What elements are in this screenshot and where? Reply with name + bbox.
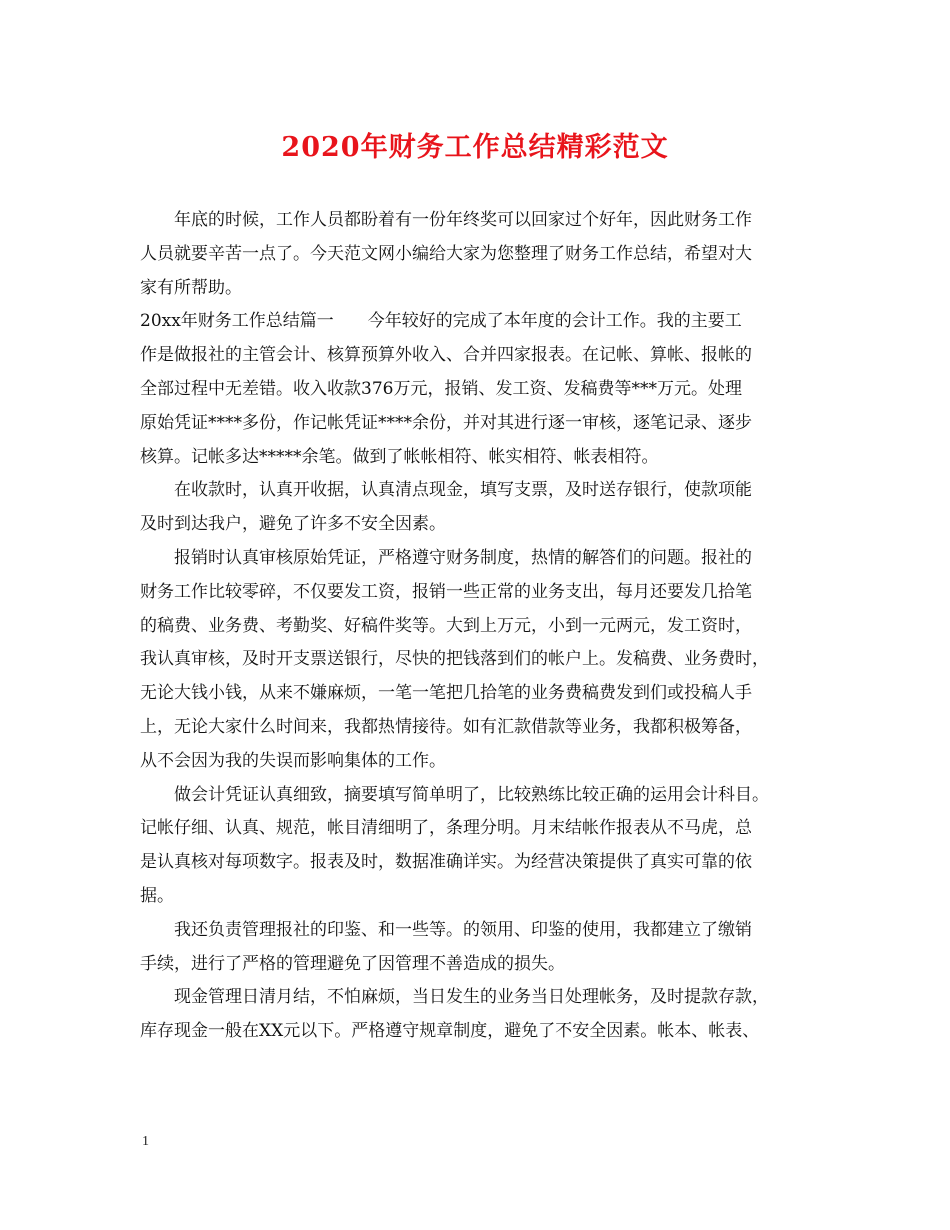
text-line: 及时到达我户，避免了许多不安全因素。 bbox=[140, 514, 446, 535]
text-line: 手续，进行了严格的管理避免了因管理不善造成的损失。 bbox=[140, 953, 565, 974]
text-line: 据。 bbox=[140, 885, 174, 906]
text-line: 库存现金一般在XX元以下。严格遵守规章制度，避免了不安全因素。帐本、帐表、 bbox=[140, 1021, 760, 1042]
text-line: 记帐仔细、认真、规范，帐目清细明了，条理分明。月末结帐作报表从不马虎，总 bbox=[140, 818, 752, 839]
text-line: 我还负责管理报社的印鉴、和一些等。的领用、印鉴的使用，我都建立了缴销 bbox=[140, 919, 752, 940]
text-line: 的稿费、业务费、考勤奖、好稿件奖等。大到上万元，小到一元两元，发工资时， bbox=[140, 615, 752, 636]
text-line: 从不会因为我的失误而影响集体的工作。 bbox=[140, 750, 446, 771]
text-line: 我认真审核，及时开支票送银行，尽快的把钱落到们的帐户上。发稿费、业务费时， bbox=[140, 649, 769, 670]
text-line: 年底的时候，工作人员都盼着有一份年终奖可以回家过个好年，因此财务工作 bbox=[140, 210, 752, 230]
text-line: 报销时认真审核原始凭证，严格遵守财务制度，热情的解答们的问题。报社的 bbox=[140, 547, 752, 568]
text-line: 上，无论大家什么时间来，我都热情接待。如有汇款借款等业务，我都积极筹备， bbox=[140, 716, 752, 737]
document-title: 2020年财务工作总结精彩范文 bbox=[281, 132, 669, 163]
document-body bbox=[140, 204, 820, 1049]
text-line: 做会计凭证认真细致，摘要填写简单明了，比较熟练比较正确的运用会计科目。 bbox=[140, 784, 769, 805]
text-line: 无论大钱小钱，从来不嫌麻烦，一笔一笔把几拾笔的业务费稿费发到们或投稿人手 bbox=[140, 683, 752, 704]
text-line: 20xx年财务工作总结篇一 今年较好的完成了本年度的会计工作。我的主要工 bbox=[140, 311, 742, 332]
text-line: 现金管理日清月结，不怕麻烦，当日发生的业务当日处理帐务，及时提款存款， bbox=[140, 987, 769, 1008]
text-line: 是认真核对每项数字。报表及时，数据准确详实。为经营决策提供了真实可靠的依 bbox=[140, 852, 752, 873]
text-line: 全部过程中无差错。收入收款376万元，报销、发工资、发稿费等***万元。处理 bbox=[140, 378, 742, 399]
text-line: 家有所帮助。 bbox=[140, 277, 242, 298]
text-line: 作是做报社的主管会计、核算预算外收入、合并四家报表。在记帐、算帐、报帐的 bbox=[140, 345, 752, 366]
text-line: 在收款时，认真开收据，认真清点现金，填写支票，及时送存银行，使款项能 bbox=[140, 480, 752, 501]
text-line: 人员就要辛苦一点了。今天范文网小编给大家为您整理了财务工作总结，希望对大 bbox=[140, 243, 752, 264]
text-line: 原始凭证****多份，作记帐凭证****余份，并对其进行逐一审核，逐笔记录、逐步 bbox=[140, 412, 752, 433]
text-line: 核算。记帐多达*****余笔。做到了帐帐相符、帐实相符、帐表相符。 bbox=[140, 446, 659, 467]
page-number: 1 bbox=[142, 1134, 149, 1149]
text-line: 财务工作比较零碎，不仅要发工资，报销一些正常的业务支出，每月还要发几拾笔 bbox=[140, 581, 752, 602]
